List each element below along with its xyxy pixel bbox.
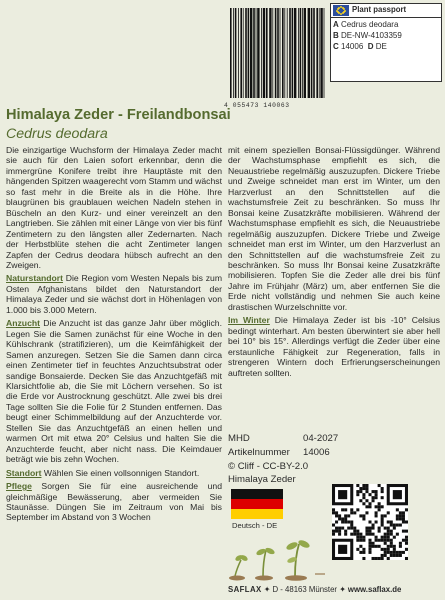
mhd-row	[228, 432, 388, 446]
company-address: ✦ D - 48163 Münster ✦	[261, 585, 348, 594]
standort-heading: Standort	[6, 467, 42, 478]
latin-name: Cedrus deodara	[6, 126, 108, 142]
passport-value-c: 14006	[341, 41, 364, 51]
mhd-value: 04-2027	[303, 433, 339, 444]
standort-text: Wählen Sie einen vollsonnigen Standort.	[41, 467, 200, 478]
naturstandort-paragraph	[6, 273, 222, 315]
passport-label-a: A	[333, 20, 339, 29]
flag-stripe-black	[231, 489, 283, 499]
barcode-digits: 4 055473 140063	[224, 102, 290, 109]
anzucht-text: Die Anzucht ist das ganze Jahr über möglich. Legen Sie die Samen zunächst für eine Woche in den Kühlschrank (stratifizieren), um die Keimfähigkeit der Samen anzuregen. Setzen Sie die Samen dann circa einen Zentimeter tief in feuchtes Anzuchtsubstrat oder sandige Bonsaierde. Decken Sie das Anzuchtgefäß mit Klarsichtfolie ab, die Sie mit Löchern versehen. So ist die Erde vor Austrocknung geschützt. Alle zwei bis drei Tage sollten Sie die Folie für 2 Stunden entfernen. Das beugt einer Schimmelbildung auf der Anzuchterde vor. Stellen Sie das Anzuchtgefäß an einen hellen und warmen Ort mit etwa 20° Celsius und halten Sie die Anzuchterde feucht, aber nicht nass. Die Keimdauer beträgt wie bis zehn Wochen.	[6, 318, 222, 465]
intro-paragraph: Die einzigartige Wuchsform der Himalaya Zeder macht sie auch für den Laien sofort erkennbar, denn die immergrüne Konifere treibt ihre Hauptäste mit den hängenden Spitzen waagerecht vom Stamm und wächst so fast mehr in die Breite als in die Höhe. Ihre blaugrünen bis graublauen weichen Nadeln stehen in Büscheln an den Kurz- und einer vereinzelt an den Langtrieben. Sie zählen mit einer Länge von vier bis fünf Zentimetern zu den längsten aller Zedernarten. Nach der Herbstblüte stehen die acht Zentimeter langen Zapfen der Cedrus deodara hübsch aufrecht an den Zweigen.	[6, 145, 222, 270]
product-name: Himalaya Zeder	[228, 474, 296, 486]
anzucht-paragraph	[6, 318, 222, 464]
brand-name: SAFLAX	[228, 585, 262, 594]
pflege-heading: Pflege	[6, 481, 32, 492]
naturstandort-text: Die Region vom Westen Nepals bis zum Osten Afghanistans bildet den Naturstandort der Himalaya Zeder und sie wächst dort in Höhenlagen von 1.000 bis 3.000 Metern.	[6, 273, 222, 315]
german-flag-icon	[231, 489, 283, 519]
passport-row-c	[333, 42, 439, 53]
passport-value-a: Cedrus deodara	[341, 20, 399, 29]
winter-heading: Im Winter	[228, 315, 270, 326]
barcode	[224, 2, 328, 116]
passport-row-b	[333, 31, 439, 42]
pflege-continued-paragraph: mit einem speziellen Bonsai-Flüssigdünger. Während der Wachstumsphase empfiehlt es sich, die Neuaustriebe regelmäßig auszuzupfen. Dickere Triebe und Zweige schneidet man erst im Winter, um den Harzverlust an den Schnittstellen auf die wachstumsfreie Zeit zu beschränken. So muss Ihr Bonsai keine Zusatzkräfte mobilisieren. Während der Wachstumsphase empfiehlt es sich, die Neuaustriebe regelmäßig auszuzupfen. Dickere Triebe und Zweige schneidet man erst im Winter, um den Harzverlust an den Schnittstellen auf die wachstumsfreie Zeit zu beschränken. So muss Ihr Bonsai keine Zusatzkräfte mobilisieren. Topfen Sie die Zeder alle drei bis fünf Jahre im Frühjahr (März) um, aber entfernen Sie die Erde nicht vollständig und nehmen Sie auch keine drastischen Wurzelschnitte vor.	[228, 145, 440, 312]
eu-flag-icon	[333, 5, 349, 16]
seedling-illustration-icon	[229, 532, 329, 582]
winter-paragraph	[228, 315, 440, 378]
language-label: Deutsch - DE	[232, 521, 278, 530]
article-value: 14006	[303, 446, 330, 458]
pflege-text: Sorgen Sie für eine ausreichende und gleichmäßige Bewässerung, aber vermeiden Sie Staunässe. Düngen Sie im Zeitraum von Mai bis September im Abstand von 3 Wochen	[6, 481, 222, 523]
passport-label-d: D	[367, 41, 374, 51]
sprout-medium-icon	[255, 547, 276, 581]
passport-row-a	[333, 20, 439, 31]
page-title: Himalaya Zeder - Freilandbonsai	[6, 107, 231, 123]
winter-text: Die Himalaya Zeder ist bis -10° Celsius bedingt winterhart. Am besten überwintert sie aber hell bei 10° bis 15°. Allerdings verfügt die Zeder über eine erstaunliche Fähigkeit zur Regeneration, falls in strengeren Wintern doch Erfrierungserscheinungen auftreten sollten.	[228, 315, 440, 378]
plant-passport-title: Plant passport	[352, 5, 407, 15]
text-column-left	[6, 145, 222, 523]
anzucht-heading: Anzucht	[6, 318, 41, 329]
text-column-right	[228, 145, 440, 378]
mhd-label: MHD	[228, 433, 250, 444]
standort-paragraph	[6, 468, 222, 478]
article-label: Artikelnummer	[228, 446, 290, 458]
plant-passport-header	[331, 4, 441, 18]
passport-label-b: B	[333, 30, 339, 40]
naturstandort-heading: Naturstandort	[6, 273, 64, 284]
plant-passport	[330, 3, 442, 82]
product-info	[228, 432, 388, 487]
image-copyright: © Cliff - CC-BY-2.0	[228, 460, 309, 472]
sprout-small-icon	[229, 554, 249, 581]
article-row	[228, 446, 388, 460]
passport-value-b: DE-NW-4103359	[341, 30, 402, 40]
barcode-bars	[224, 2, 328, 102]
footer	[228, 585, 401, 594]
qr-code[interactable]	[332, 484, 408, 560]
sprout-large-icon	[285, 539, 311, 581]
passport-label-c: C	[333, 41, 339, 51]
website-link[interactable]: www.saflax.de	[347, 585, 402, 594]
pflege-paragraph	[6, 481, 222, 523]
flag-stripe-red	[231, 499, 283, 509]
passport-value-d: DE	[375, 41, 387, 51]
flag-stripe-gold	[231, 509, 283, 519]
